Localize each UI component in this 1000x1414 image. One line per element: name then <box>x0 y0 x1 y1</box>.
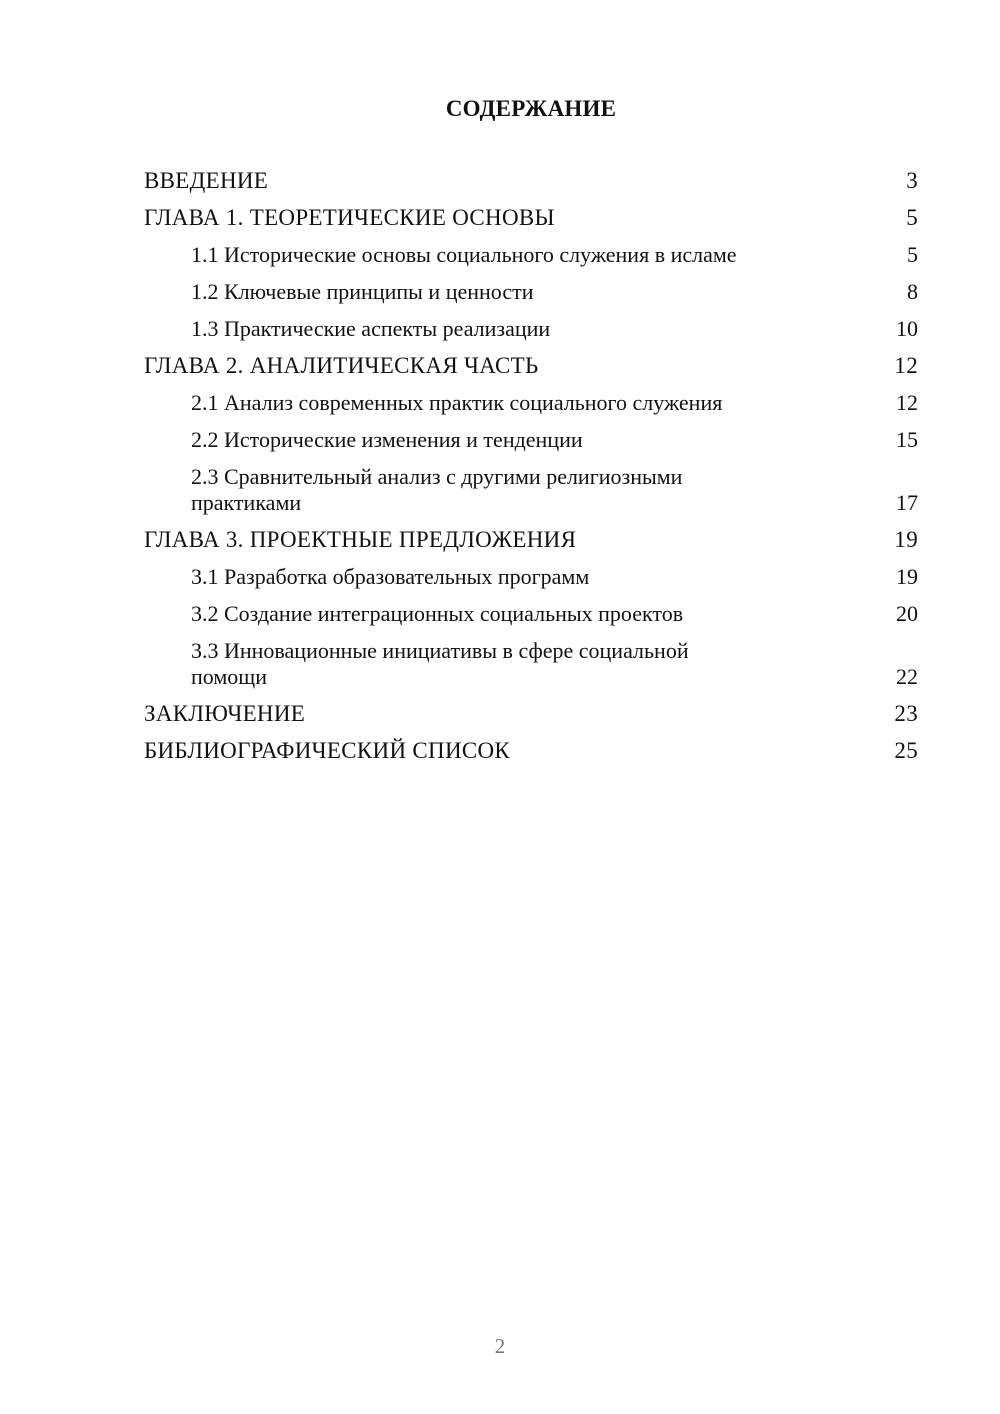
toc-entry-text: ВВЕДЕНИЕ <box>144 168 269 193</box>
toc-entry-text: 1.3 Практические аспекты реализации <box>191 316 551 341</box>
toc-entry-page: 3 <box>906 168 918 193</box>
toc-entry-page: 25 <box>894 738 918 763</box>
toc-entry[interactable] <box>144 738 918 764</box>
toc-subentry[interactable] <box>144 279 918 305</box>
toc-entry[interactable] <box>144 168 918 194</box>
toc-entry-text: 1.2 Ключевые принципы и ценности <box>191 279 534 304</box>
toc-entry-text: БИБЛИОГРАФИЧЕСКИЙ СПИСОК <box>144 738 511 763</box>
toc-entry-page: 17 <box>896 490 918 515</box>
toc-entry-page: 22 <box>896 664 918 689</box>
toc-entry-text: 3.1 Разработка образовательных программ <box>191 564 590 589</box>
toc-entry[interactable] <box>144 527 918 553</box>
toc-entry-text: ГЛАВА 1. ТЕОРЕТИЧЕСКИЕ ОСНОВЫ <box>144 205 555 230</box>
toc-entry-page: 5 <box>907 242 918 267</box>
toc-entry[interactable] <box>144 353 918 379</box>
toc-entry-page: 5 <box>906 205 918 230</box>
toc-subentry[interactable] <box>144 390 918 416</box>
toc-subentry[interactable] <box>144 242 918 268</box>
toc-subentry[interactable] <box>144 316 918 342</box>
toc-subentry[interactable] <box>144 564 918 590</box>
toc-subentry[interactable] <box>144 427 918 453</box>
toc-subentry[interactable] <box>144 638 918 690</box>
toc-entry-page: 10 <box>896 316 918 341</box>
toc-entry-text: 2.1 Анализ современных практик социального служения <box>191 390 723 415</box>
toc-entry-text: 2.2 Исторические изменения и тенденции <box>191 427 583 452</box>
toc-entry-page: 8 <box>907 279 918 304</box>
toc-subentry[interactable] <box>144 464 918 516</box>
toc-entry[interactable] <box>144 205 918 231</box>
toc-entry-page: 19 <box>894 527 918 552</box>
toc-entry-text: 3.3 Инновационные инициативы в сфере социальной помощи <box>191 638 689 689</box>
toc-entry-text: 2.3 Сравнительный анализ с другими религиозными практиками <box>191 464 683 515</box>
toc-entry-page: 20 <box>896 601 918 626</box>
toc-entry[interactable] <box>144 701 918 727</box>
toc-entry-page: 12 <box>894 353 918 378</box>
toc-entry-page: 12 <box>896 390 918 415</box>
toc-entry-page: 19 <box>896 564 918 589</box>
toc-entry-text: 1.1 Исторические основы социального служения в исламе <box>191 242 737 267</box>
toc-entry-text: 3.2 Создание интеграционных социальных проектов <box>191 601 684 626</box>
toc-entry-text: ЗАКЛЮЧЕНИЕ <box>144 701 306 726</box>
toc-entry-page: 15 <box>896 427 918 452</box>
page-number: 2 <box>494 1334 506 1358</box>
table-of-contents <box>144 168 918 775</box>
page-title: СОДЕРЖАНИЕ <box>445 96 617 121</box>
toc-subentry[interactable] <box>144 601 918 627</box>
toc-entry-page: 23 <box>894 701 918 726</box>
toc-entry-text: ГЛАВА 2. АНАЛИТИЧЕСКАЯ ЧАСТЬ <box>144 353 539 378</box>
toc-entry-text: ГЛАВА 3. ПРОЕКТНЫЕ ПРЕДЛОЖЕНИЯ <box>144 527 577 552</box>
